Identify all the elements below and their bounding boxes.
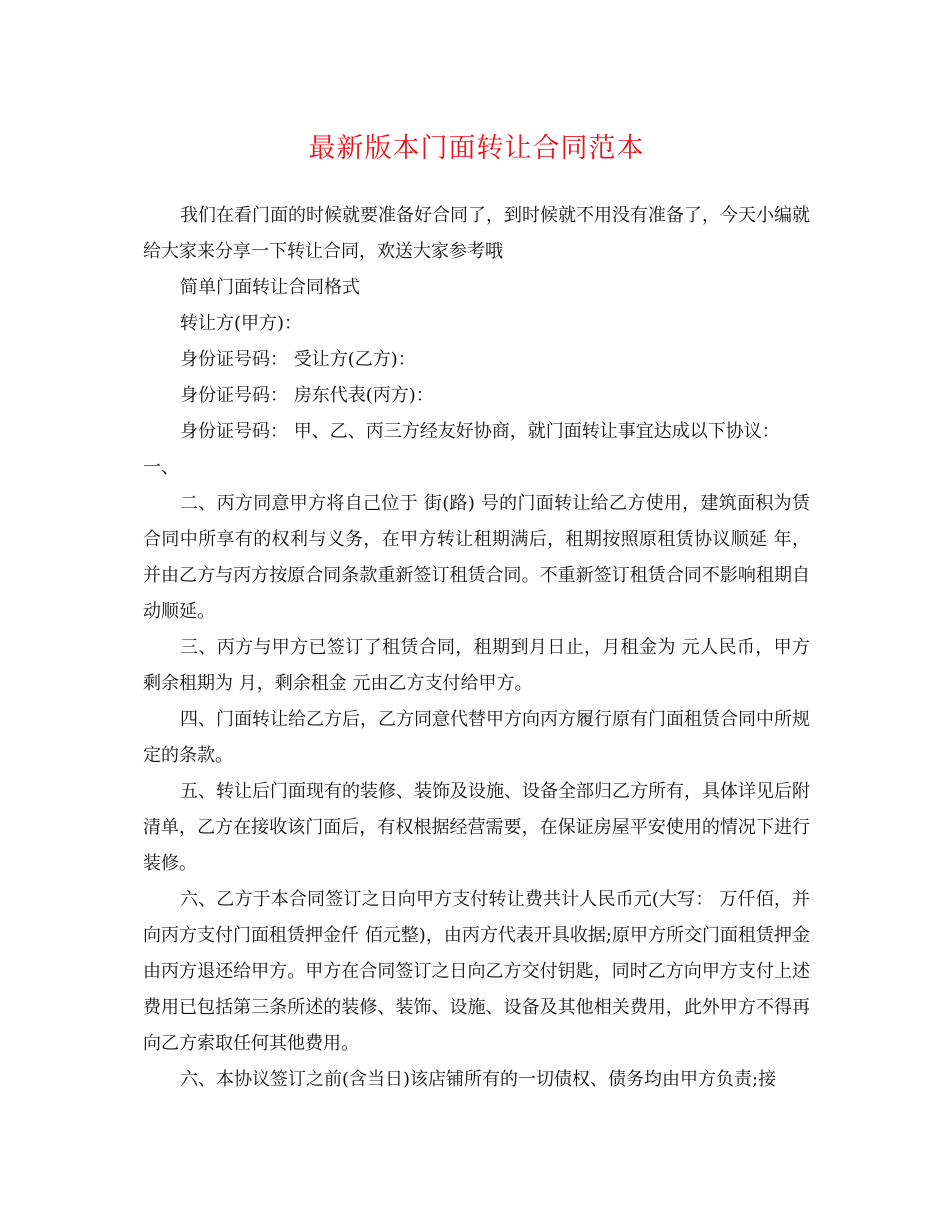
paragraph: 三、丙方与甲方已签订了租赁合同，租期到月日止，月租金为 元人民币，甲方剩余租期为 月，剩余租金 元由乙方支付给甲方。 <box>143 637 810 694</box>
paragraph: 一、 <box>143 457 179 478</box>
paragraph: 六、本协议签订之前(含当日)该店铺所有的一切债权、债务均由甲方负责;接 <box>180 1069 777 1090</box>
paragraph: 身份证号码： 受让方(乙方)： <box>180 349 416 370</box>
document-title: 最新版本门面转让合同范本 <box>308 133 645 164</box>
paragraph: 简单门面转让合同格式 <box>180 277 360 298</box>
paragraph: 我们在看门面的时候就要准备好合同了，到时候就不用没有准备了，今天小编就给大家来分享一下转让合同，欢送大家参考哦 <box>143 205 810 262</box>
document-body <box>143 198 810 1098</box>
paragraph: 五、转让后门面现有的装修、装饰及设施、设备全部归乙方所有，具体详见后附清单，乙方在接收该门面后，有权根据经营需要，在保证房屋平安使用的情况下进行装修。 <box>143 781 810 874</box>
paragraph: 身份证号码： 房东代表(丙方)： <box>180 385 434 406</box>
paragraph: 四、门面转让给乙方后，乙方同意代替甲方向丙方履行原有门面租赁合同中所规定的条款。 <box>143 709 810 766</box>
paragraph: 身份证号码： 甲、乙、丙三方经友好协商，就门面转让事宜达成以下协议： <box>180 421 780 442</box>
paragraph: 转让方(甲方)： <box>180 313 303 334</box>
paragraph: 六、乙方于本合同签订之日向甲方支付转让费共计人民币元(大写： 万仟佰，并向丙方支付门面租赁押金仟 佰元整)，由丙方代表开具收据;原甲方所交门面租赁押金由丙方退还给甲方。甲方在合同签订之日向乙方交付钥匙，同时乙方向甲方支付上述费用已包括第三条所述的装修、装饰、设施、设备及其他相关费用，此外甲方不得再向乙方索取任何其他费用。 <box>143 889 810 1054</box>
paragraph: 二、丙方同意甲方将自己位于 街(路) 号的门面转让给乙方使用，建筑面积为赁合同中所享有的权利与义务，在甲方转让租期满后，租期按照原租赁协议顺延 年，并由乙方与丙方按原合同条款重新签订租赁合同。不重新签订租赁合同不影响租期自动顺延。 <box>143 493 810 622</box>
